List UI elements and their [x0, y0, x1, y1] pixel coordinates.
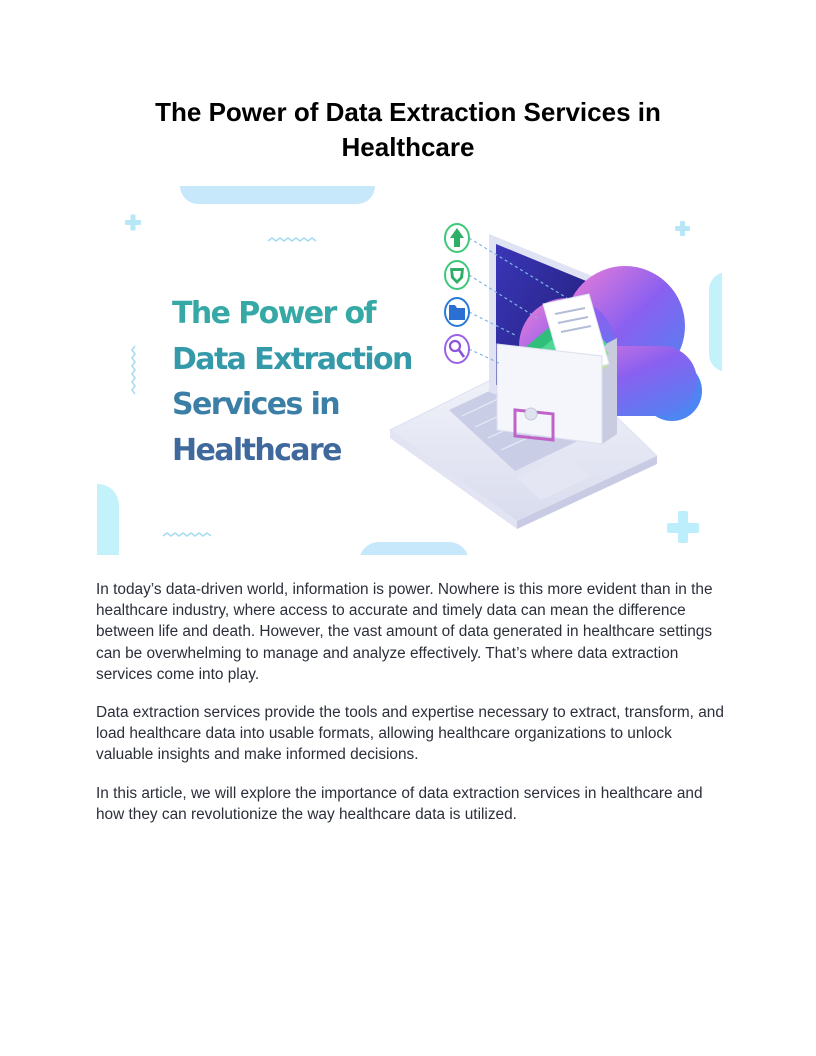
deco-plus-right: [675, 221, 690, 236]
folder-icon: [445, 298, 469, 326]
deco-plus-left: [125, 215, 141, 231]
deco-zigzag-bottom: [163, 533, 211, 536]
paragraph: In this article, we will explore the importance of data extraction services in healthcare and how they can revolutionize the way healthcare data is utilized.: [96, 784, 703, 823]
deco-plus-bottom-right: [667, 511, 699, 543]
drawer-front: [497, 344, 602, 444]
shield-icon: [445, 261, 469, 289]
paragraph: In today’s data-driven world, information is power. Nowhere is this more evident than in the healthcare industry, where access to accurate and timely data can mean the difference between life and death. However, the vast amount of data generated in healthcare settings can be overwhelming to manage and analyze effectively. That’s where data extraction services come into play.: [96, 581, 713, 683]
hero-image: [97, 186, 722, 555]
upload-arrow-icon: [445, 224, 469, 252]
document-title: The Power of Data Extraction Services in Healthcare: [155, 97, 661, 162]
deco-zigzag-top: [268, 238, 316, 241]
deco-bottom-pill: [359, 542, 469, 555]
hero-title-line: Healthcare: [172, 432, 341, 468]
deco-zigzag-left: [132, 346, 135, 394]
deco-top-pill: [180, 186, 375, 204]
hero-title: [172, 291, 412, 473]
drawer-knob: [525, 408, 537, 420]
article-body: [96, 579, 726, 842]
hero-title-line: Services in: [172, 387, 340, 422]
hero-title-line: Data Extraction: [172, 341, 412, 377]
deco-right-pill: [709, 272, 722, 372]
deco-left-pill: [97, 484, 119, 555]
paragraph: Data extraction services provide the tools and expertise necessary to extract, transform, and load healthcare data into usable formats, allowing healthcare organizations to unlock valuable insights and make informed decisions.: [96, 704, 724, 764]
magnifier-icon: [445, 335, 469, 363]
hero-title-line: The Power of: [172, 296, 375, 331]
